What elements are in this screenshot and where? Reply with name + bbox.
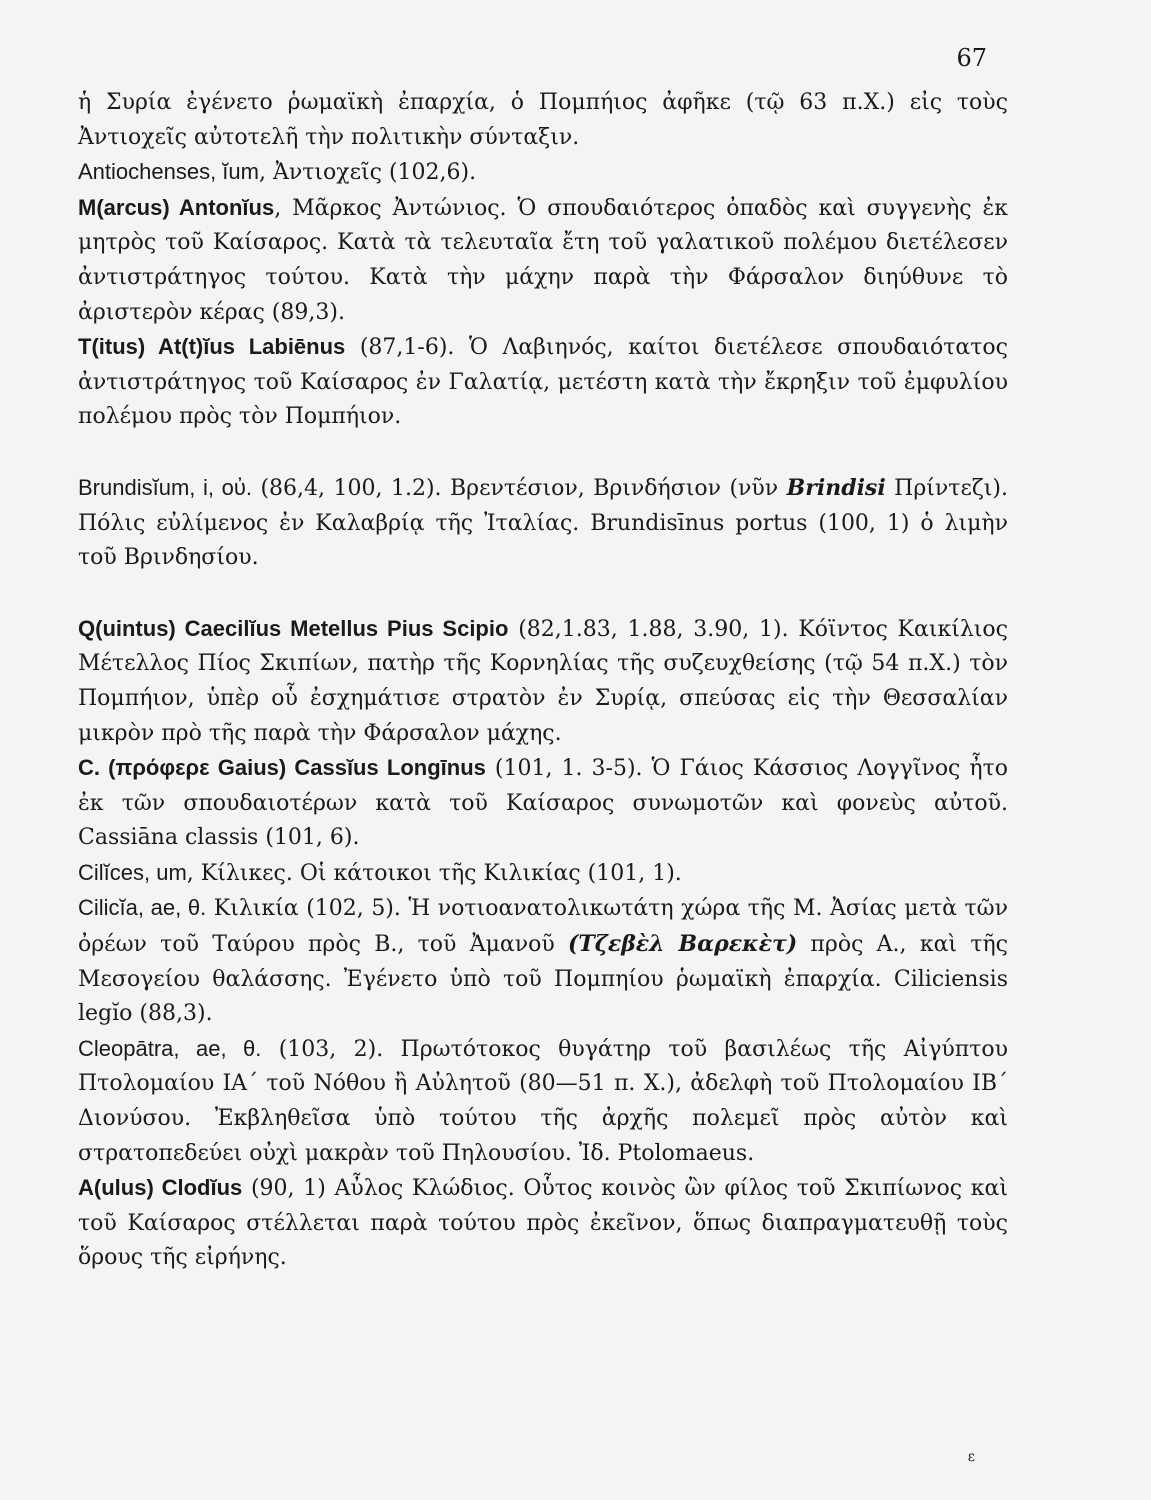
entry-labienus (78, 330, 1008, 435)
page-number: 67 (956, 44, 987, 72)
entry-text: Κιλικία (102, 5). Ἡ νοτιοανατολικωτάτη χώρα τῆς Μ. Ἀσίας μετὰ τῶν ὀρέων τοῦ Ταύρου πρὸς Β., τοῦ Ἀμανοῦ (78, 896, 1008, 958)
entry-text: (82,1.83, 1.88, 3.90, 1). Κόϊντος Καικίλιος Μέτελλος Πίος Σκιπίων, πατὴρ τῆς Κορνηλίας τῆς συζευχθείσης (τῷ 54 π.Χ.) τὸν Πομπήιον, ὑπὲρ οὗ ἐσχημάτισε στρατὸν ἐν Συρίᾳ, σπεύσας εἰς τὴν Θεσσαλίαν μικρὸν πρὸ τῆς παρὰ τὴν Φάρσαλον μάχης. (78, 616, 1008, 746)
entry-clodius (78, 1171, 1008, 1276)
entry-text: (86,4, 100, 1.2). Βρεντέσιον, Βρινδήσιον (νῦν (251, 475, 787, 501)
entry-cilices (78, 856, 1008, 892)
entry-lemma: Q(uintus) Caecilĭus Metellus Pius Scipio (78, 615, 509, 641)
entry-scipio (78, 612, 1008, 751)
entry-lemma: Cilicĭa, ae, θ. (78, 895, 207, 921)
entry-text: , Ἀντιοχεῖς (102,6). (258, 160, 477, 186)
entry-italic-name: Brindisi (786, 474, 886, 501)
entry-lemma: Brundisĭum, i, οὐ. (78, 474, 252, 500)
entry-lemma: Cleopātra, ae, θ. (78, 1035, 262, 1061)
section-gap (78, 576, 1008, 612)
entry-text: (90, 1) Αὖλος Κλώδιος. Οὗτος κοινὸς ὢν φίλος τοῦ Σκιπίωνος καὶ τοῦ Καίσαρος στέλλεται παρὰ τούτου πρὸς ἐκεῖνον, ὅπως διαπραγματευθῇ τοὺς ὅρους τῆς εἰρήνης. (78, 1176, 1009, 1271)
glossary-text (78, 86, 1008, 1276)
entry-lemma: C. (πρόφερε Gaius) Cassĭus Longīnus (78, 755, 486, 781)
section-gap (78, 435, 1008, 471)
entry-antiochenses (78, 155, 1008, 191)
entry-lemma: M(arcus) Antonĭus (78, 194, 275, 220)
entry-lemma: A(ulus) Clodĭus (78, 1175, 243, 1201)
entry-text: (101, 1. 3-5). Ὁ Γάιος Κάσσιος Λογγῖνος ἦτο ἐκ τῶν σπουδαιοτέρων κατὰ τοῦ Καίσαρος συνωμοτῶν καὶ φονεὺς αὐτοῦ. Cassiāna classis (101, 6). (78, 756, 1009, 851)
entry-cassius (78, 751, 1008, 856)
entry-lemma: Antiochenses, ĭum (78, 159, 259, 185)
entry-text: ἡ Συρία ἐγένετο ῥωμαϊκὴ ἐπαρχία, ὁ Πομπήιος ἀφῆκε (τῷ 63 π.Χ.) εἰς τοὺς Ἀντιοχεῖς αὐτοτελῆ τὴν πολιτικὴν σύνταξιν. (78, 90, 1008, 150)
entry-text: , Κίλικες. Οἱ κάτοικοι τῆς Κιλικίας (101, 1). (186, 860, 682, 886)
entry-text-tail: πρὸς Α., καὶ τῆς Μεσογείου θαλάσσης. Ἐγένετο ὑπὸ τοῦ Πομπηίου ῥωμαϊκὴ ἐπαρχία. Ciliciensis legĭo (88,3). (78, 932, 1008, 1027)
entry-text: , Μᾶρκος Ἀντώνιος. Ὁ σπουδαιότερος ὀπαδὸς καὶ συγγενὴς ἐκ μητρὸς τοῦ Καίσαρος. Κατὰ τὰ τελευταῖα ἔτη τοῦ γαλατικοῦ πολέμου διετέλεσεν ἀντιστράτηγος τούτου. Κατὰ τὴν μάχην παρὰ τὴν Φάρσαλον διηύθυνε τὸ ἀριστερὸν κέρας (89,3). (78, 195, 1009, 325)
entry-syria-continuation (78, 86, 1008, 155)
entry-lemma: T(itus) At(t)ĭus Labiēnus (78, 334, 346, 360)
entry-brundisium (78, 471, 1008, 576)
entry-italic-name: (Τζεβὲλ Βαρεκὲτ) (568, 931, 798, 958)
entry-cleopatra (78, 1032, 1008, 1171)
entry-text: (87,1-6). Ὁ Λαβιηνός, καίτοι διετέλεσε σπουδαιότατος ἀντιστράτηγος τοῦ Καίσαρος ἐν Γαλατίᾳ, μετέστη κατὰ τὴν ἔκρηξιν τοῦ ἐμφυλίου πολέμου πρὸς τὸν Πομπήιον. (78, 335, 1009, 430)
entry-antonius (78, 191, 1008, 330)
entry-text-tail: Πρίντεζι). Πόλις εὐλίμενος ἐν Καλαβρίᾳ τῆς Ἰταλίας. Brundisīnus portus (100, 1) ὁ λιμὴν τοῦ Βρινδησίου. (78, 475, 1008, 571)
corner-mark: ε (967, 1449, 975, 1465)
entry-cilicia (78, 891, 1008, 1031)
entry-text: (103, 2). Πρωτότοκος θυγάτηρ τοῦ βασιλέως τῆς Αἰγύπτου Πτολομαίου ΙΑ΄ τοῦ Νόθου ἢ Αὐλητοῦ (80—51 π. Χ.), ἀδελφὴ τοῦ Πτολομαίου ΙΒ΄ Διονύσου. Ἐκβληθεῖσα ὑπὸ τούτου τῆς ἀρχῆς πολεμεῖ πρὸς αὐτὸν καὶ στρατοπεδεύει οὐχὶ μακρὰν τοῦ Πηλουσίου. Ἰδ. Ptolomaeus. (78, 1036, 1008, 1166)
entry-lemma: Cilĭces, um (78, 859, 187, 885)
